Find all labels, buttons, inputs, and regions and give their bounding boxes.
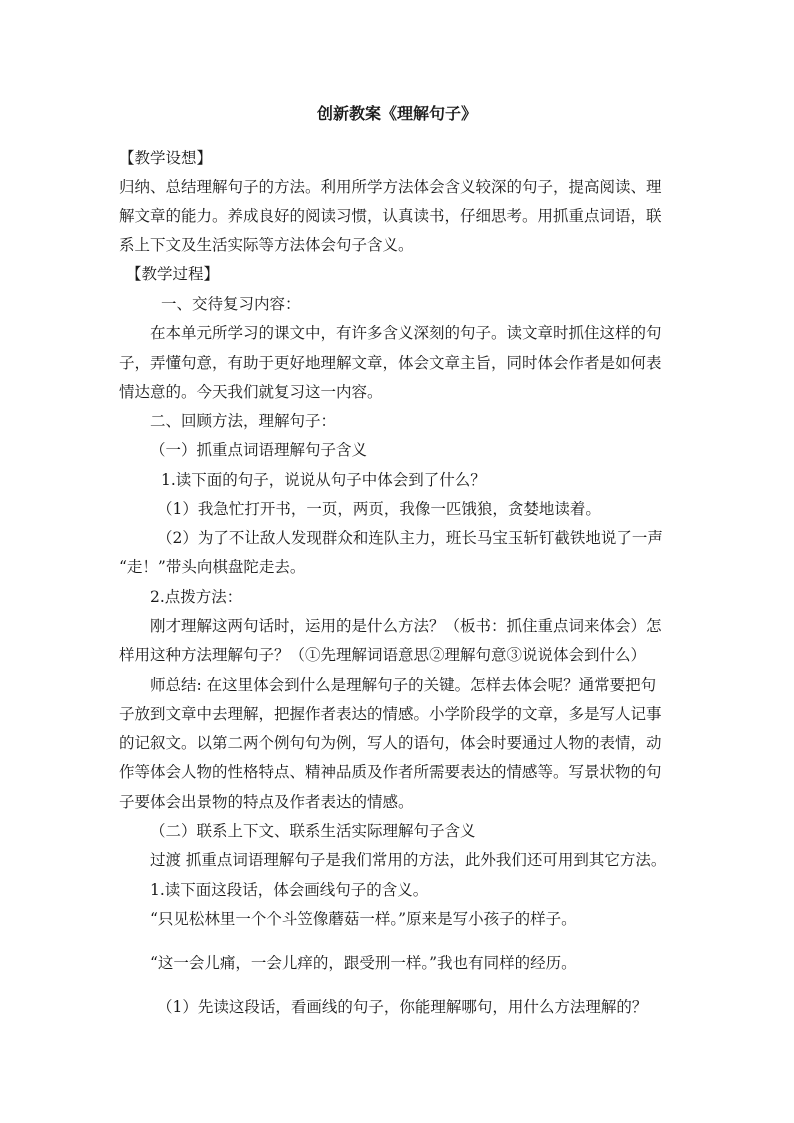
paragraph-line: 归纳、总结理解句子的方法。利用所学方法体会含义较深的句子，提高阅读、理 — [119, 178, 662, 196]
paragraph-line: 情达意的。今天我们就复习这一内容。 — [119, 383, 383, 401]
paragraph-line: 样用这种方法理解句子？（①先理解词语意思②理解句意③说说体会到什么） — [119, 646, 647, 664]
paragraph-line: （1）先读这段话，看画线的句子，你能理解哪句，用什么方法理解的？ — [157, 998, 648, 1016]
paragraph-line: 解文章的能力。养成良好的阅读习惯，认真读书，仔细思考。用抓重点词语，联 — [119, 207, 662, 225]
paragraph-line: 作等体会人物的性格特点、精神品质及作者所需要表达的情感等。写景状物的句 — [119, 763, 662, 781]
paragraph-line: 子放到文章中去理解，把握作者表达的情感。小学阶段学的文章，多是写人记事 — [119, 705, 662, 723]
section-heading-teaching-idea: 【教学设想】 — [119, 149, 213, 167]
paragraph-line: 师总结: 在这里体会到什么是理解句子的关键。怎样去体会呢？通常要把句 — [150, 676, 657, 694]
paragraph-line: 刚才理解这两句话时，运用的是什么方法？（板书：抓住重点词来体会）怎 — [150, 617, 662, 635]
document-title: 创新教案《理解句子》 — [316, 104, 477, 123]
paragraph-line: 系上下文及生活实际等方法体会句子含义。 — [119, 236, 414, 254]
quoted-line: “只见松林里一个个斗笠像蘑菇一样。”原来是写小孩子的样子。 — [150, 910, 577, 928]
paragraph-line: 1.读下面的句子，说说从句子中体会到了什么？ — [161, 471, 486, 489]
subsection-heading: 一、交待复习内容： — [161, 295, 301, 313]
subsection-heading: 2.点拨方法： — [150, 588, 243, 606]
paragraph-line: 1.读下面这段话，体会画线句子的含义。 — [150, 881, 429, 899]
subsection-heading: （二）联系上下文、联系生活实际理解句子含义 — [150, 822, 476, 840]
paragraph-line: 子要体会出景物的特点及作者表达的情感。 — [119, 793, 414, 811]
paragraph-line: 过渡 抓重点词语理解句子是我们常用的方法，此外我们还可用到其它方法。 — [150, 851, 667, 869]
section-heading-teaching-process: 【教学过程】 — [126, 265, 220, 283]
paragraph-line: 在本单元所学习的课文中，有许多含义深刻的句子。读文章时抓住这样的句 — [150, 324, 662, 342]
paragraph-line: 子，弄懂句意，有助于更好地理解文章，体会文章主旨，同时体会作者是如何表 — [119, 354, 662, 372]
subsection-heading: （一）抓重点词语理解句子含义 — [150, 441, 368, 459]
quoted-line: “这一会儿痛，一会儿痒的，跟受刑一样。”我也有同样的经历。 — [150, 954, 577, 972]
paragraph-line: 的记叙文。以第二两个例句句为例，写人的语句，体会时要通过人物的表情，动 — [119, 734, 662, 752]
subsection-heading: 二、回顾方法，理解句子： — [150, 412, 337, 430]
paragraph-line: （2）为了不让敌人发现群众和连队主力，班长马宝玉斩钉截铁地说了一声 — [157, 529, 663, 547]
paragraph-line: “走！”带头向棋盘陀走去。 — [119, 558, 306, 576]
paragraph-line: （1）我急忙打开书，一页，两页，我像一匹饿狼，贪婪地读着。 — [157, 500, 601, 518]
